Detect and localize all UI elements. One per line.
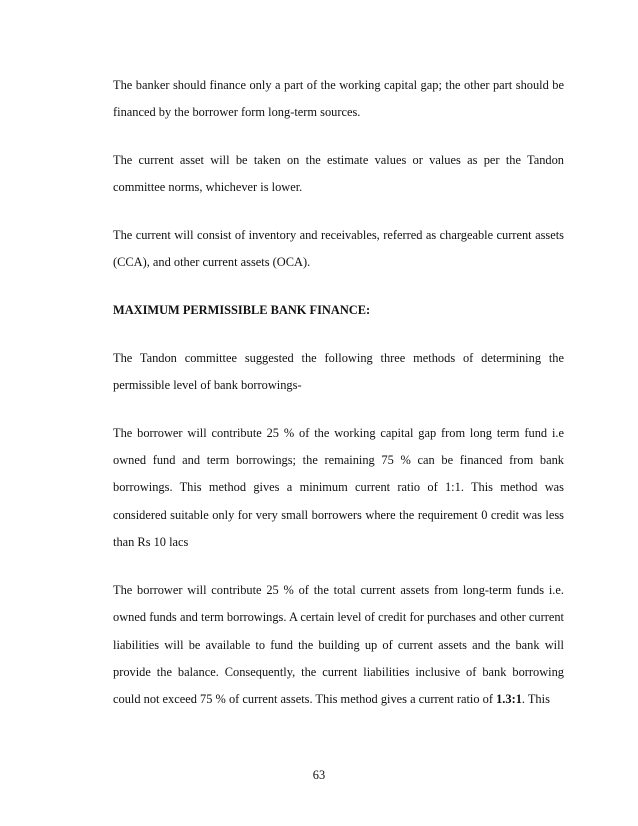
paragraph-finance-part: The banker should finance only a part of the working capital gap; the other part should be financed by the borrower form long-term sources. xyxy=(113,78,564,120)
body-text xyxy=(113,72,564,734)
paragraph-method-two xyxy=(113,577,564,714)
paragraph-method-one: The borrower will contribute 25 % of the working capital gap from long term fund i.e owned fund and term borrowings; the remaining 75 % can be financed from bank borrowings. This method gives a minimum current ratio of 1:1. This method was considered suitable only for very small borrowers where the requirement 0 credit was less than Rs 10 lacs xyxy=(113,425,564,550)
method-two-continuation: . This xyxy=(521,692,550,707)
method-two-text: The borrower will contribute 25 % of the total current assets from long-term funds i.e. owned funds and term borrowings. A certain level of credit for purchases and other current liabilities will be available to fund the building up of current assets and the bank will provide the balance. Consequently, the current liabilities inclusive of bank borrowing could not exceed 75 % of current assets. This method gives a current ratio of xyxy=(113,582,564,707)
page-number: 63 xyxy=(312,768,326,782)
paragraph-methods-intro: The Tandon committee suggested the following three methods of determining the permissible level of bank borrowings- xyxy=(113,350,564,392)
paragraph-current-asset-values: The current asset will be taken on the estimate values or values as per the Tandon committee norms, whichever is lower. xyxy=(113,153,564,195)
current-ratio-value: 1.3:1 xyxy=(496,692,522,707)
paragraph-chargeable-assets: The current will consist of inventory and receivables, referred as chargeable current assets (CCA), and other current assets (OCA). xyxy=(113,228,564,270)
section-heading: MAXIMUM PERMISSIBLE BANK FINANCE: xyxy=(113,303,371,317)
